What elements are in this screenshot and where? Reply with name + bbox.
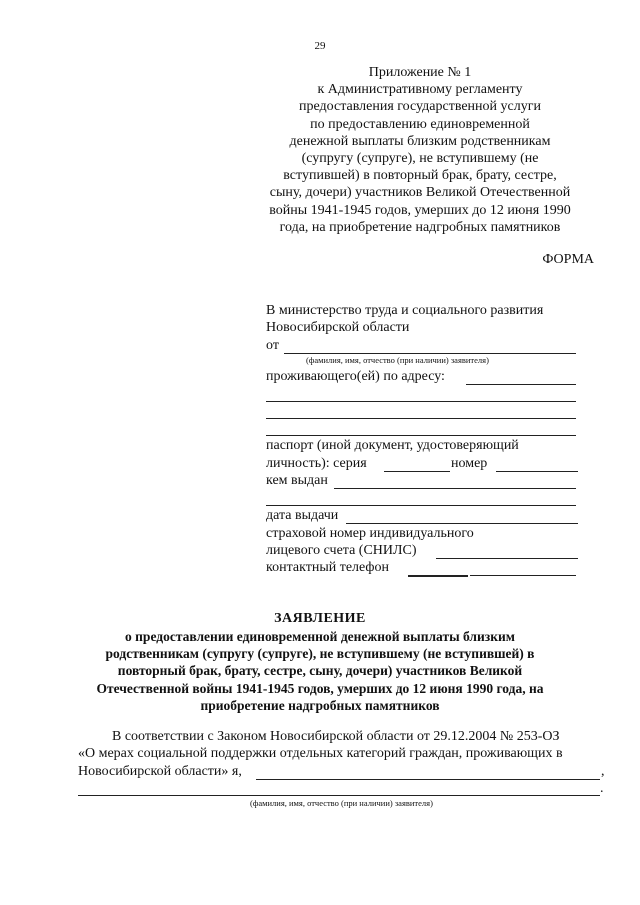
recipient-line-2: Новосибирской области	[266, 320, 410, 335]
subtitle-line: повторный брак, брату, сестре, сыну, дочери) участников Великой	[117, 663, 523, 679]
application-title: ЗАЯВЛЕНИЕ	[274, 611, 366, 626]
passport-series-label: личность): серия	[266, 456, 367, 471]
applicant-name-field-1[interactable]	[256, 779, 600, 780]
issued-by-field-2[interactable]	[266, 505, 576, 506]
from-caption: (фамилия, имя, отчество (при наличии) заявителя)	[306, 355, 489, 365]
appendix-line: года, на приобретение надгробных памятников	[279, 219, 561, 235]
phone-label: контактный телефон	[266, 560, 389, 575]
address-field-2[interactable]	[266, 401, 576, 402]
snils-line-1: страховой номер индивидуального	[266, 526, 474, 541]
appendix-line: к Административному регламенту	[317, 82, 523, 98]
subtitle-line: родственникам (супругу (супруге), не вступившему (не вступившей) в	[105, 646, 535, 662]
appendix-line: по предоставлению единовременной	[310, 116, 530, 132]
subtitle-line: приобретение надгробных памятников	[200, 697, 440, 713]
passport-line-1: паспорт (иной документ, удостоверяющий	[266, 438, 519, 453]
statement-period: .	[600, 781, 604, 796]
subtitle-line: Отечественной войны 1941-1945 годов, умерших до 12 июня 1990 года, на	[96, 680, 544, 696]
appendix-line: вступившей) в повторный брак, брату, сестре,	[283, 168, 557, 184]
issue-date-label: дата выдачи	[266, 508, 339, 523]
issue-date-field[interactable]	[346, 523, 578, 524]
applicant-name-field-2[interactable]	[78, 795, 600, 796]
phone-field[interactable]	[470, 575, 576, 576]
appendix-header	[250, 64, 590, 236]
issued-by-field-1[interactable]	[334, 488, 576, 489]
subtitle-line: о предоставлении единовременной денежной выплаты близким	[125, 629, 515, 644]
appendix-line: денежной выплаты близким родственникам	[289, 133, 551, 149]
issued-by-label: кем выдан	[266, 473, 328, 488]
applicant-name-caption: (фамилия, имя, отчество (при наличии) заявителя)	[250, 798, 433, 808]
appendix-line: (супругу (супруге), не вступившему (не	[301, 151, 539, 167]
address-field-3[interactable]	[266, 418, 576, 419]
passport-number-label: номер	[451, 456, 488, 471]
forma-label: ФОРМА	[542, 252, 594, 267]
statement-line-1: В соответствии с Законом Новосибирской области от 29.12.2004 № 253-ОЗ	[112, 729, 560, 744]
application-subtitle	[80, 628, 560, 714]
passport-number-field[interactable]	[496, 471, 578, 472]
appendix-line: сыну, дочери) участников Великой Отечественной	[269, 185, 571, 201]
address-field-1[interactable]	[466, 384, 576, 385]
address-field-4[interactable]	[266, 435, 576, 436]
address-label: проживающего(ей) по адресу:	[266, 369, 445, 384]
statement-comma: ,	[601, 764, 605, 779]
appendix-line: войны 1941-1945 годов, умерших до 12 июня 1990	[269, 202, 571, 218]
statement-line-2: «О мерах социальной поддержки отдельных категорий граждан, проживающих в	[78, 746, 563, 761]
from-label: от	[266, 338, 279, 353]
statement-line-3: Новосибирской области» я,	[78, 764, 242, 779]
passport-series-field[interactable]	[384, 471, 450, 472]
recipient-line-1: В министерство труда и социального развития	[266, 303, 544, 318]
snils-line-2: лицевого счета (СНИЛС)	[266, 543, 417, 558]
phone-field-prefix[interactable]	[408, 575, 468, 577]
snils-field[interactable]	[436, 558, 578, 559]
from-field[interactable]	[284, 353, 576, 354]
page-number: 29	[314, 40, 326, 52]
appendix-line: Приложение № 1	[368, 65, 472, 80]
appendix-line: предоставления государственной услуги	[299, 99, 541, 115]
